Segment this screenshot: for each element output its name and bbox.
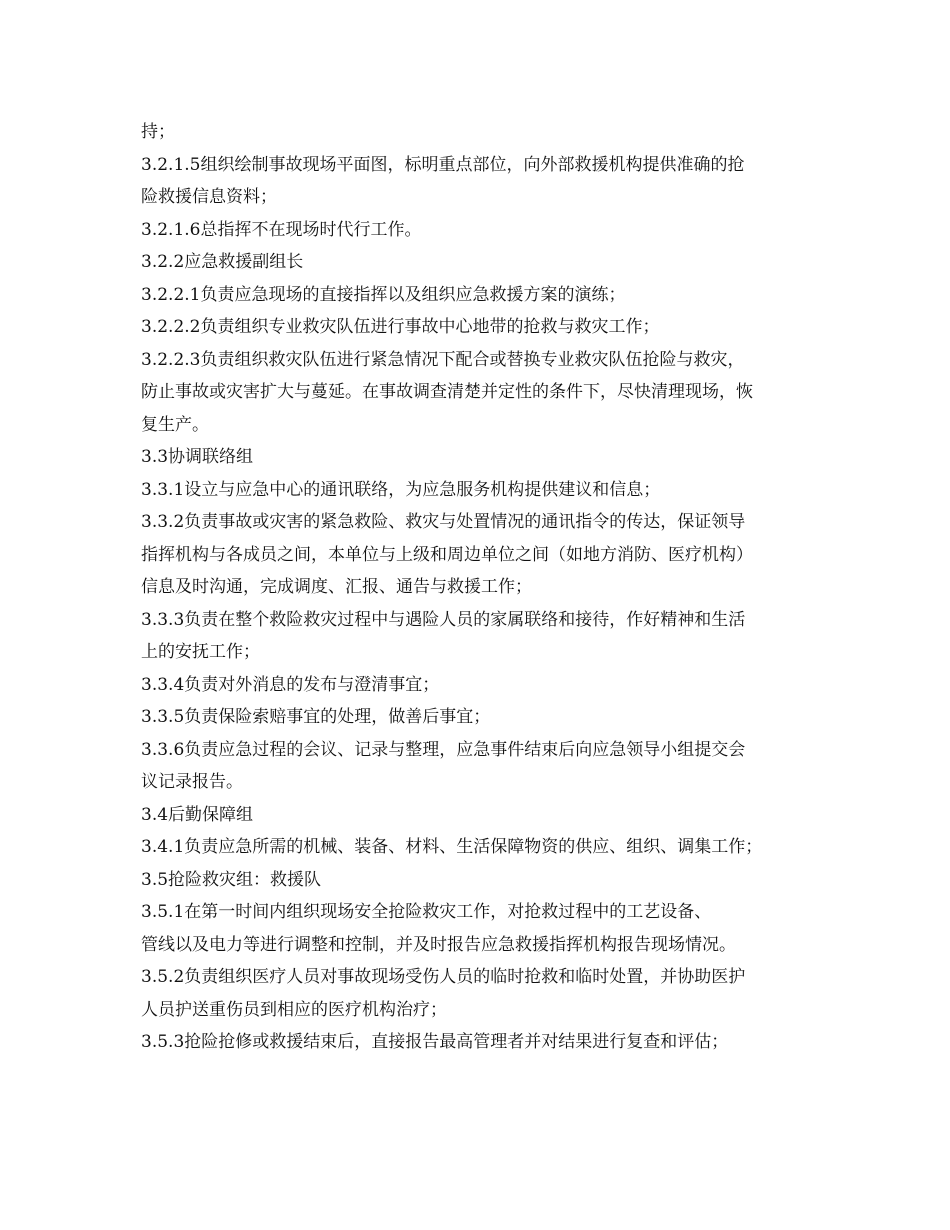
document-body <box>141 116 821 1059</box>
text-line: 3.4.1负责应急所需的机械、装备、材料、生活保障物资的供应、组织、调集工作； <box>141 837 763 857</box>
text-line: 指挥机构与各成员之间，本单位与上级和周边单位之间（如地方消防、医疗机构） <box>141 544 753 565</box>
text-line: 险救援信息资料； <box>141 187 277 207</box>
text-line: 3.5.2负责组织医疗人员对事故现场受伤人员的临时抢救和临时处置，并协助医护 <box>141 967 746 987</box>
text-line: 议记录报告。 <box>141 772 243 792</box>
text-line: 3.5.3抢险抢修或救援结束后，直接报告最高管理者并对结果进行复查和评估； <box>141 1032 729 1052</box>
text-line: 人员护送重伤员到相应的医疗机构治疗； <box>141 999 447 1020</box>
text-line: 3.3.4负责对外消息的发布与澄清事宜； <box>141 674 440 695</box>
text-line: 3.2.1.5组织绘制事故现场平面图，标明重点部位，向外部救援机构提供准确的抢 <box>141 154 745 175</box>
section-heading: 3.2.2应急救援副组长 <box>141 252 304 272</box>
text-line: 3.2.2.3负责组织救灾队伍进行紧急情况下配合或替换专业救灾队伍抢险与救灾， <box>141 349 745 370</box>
text-line: 复生产。 <box>141 414 209 435</box>
text-line: 3.3.5负责保险索赔事宜的处理，做善后事宜； <box>141 707 491 727</box>
text-line: 3.2.1.6总指挥不在现场时代行工作。 <box>141 219 422 240</box>
text-line: 上的安抚工作； <box>141 642 260 662</box>
text-line: 3.3.1设立与应急中心的通讯联络，为应急服务机构提供建议和信息； <box>141 479 661 500</box>
text-line: 信息及时沟通，完成调度、汇报、通告与救援工作； <box>141 577 532 597</box>
text-line: 3.2.2.1负责应急现场的直接指挥以及组织应急救援方案的演练； <box>141 284 626 305</box>
section-heading: 3.5抢险救灾组：救援队 <box>141 869 322 890</box>
text-line: 防止事故或灾害扩大与蔓延。在事故调查清楚并定性的条件下，尽快清理现场，恢 <box>141 382 753 402</box>
text-line: 3.3.3负责在整个救险救灾过程中与遇险人员的家属联络和接待，作好精神和生活 <box>141 609 746 630</box>
text-line: 3.5.1在第一时间内组织现场安全抢险救灾工作，对抢救过程中的工艺设备、 <box>141 902 712 922</box>
text-line: 3.3.6负责应急过程的会议、记录与整理，应急事件结束后向应急领导小组提交会 <box>141 739 746 760</box>
text-line: 3.3.2负责事故或灾害的紧急救险、救灾与处置情况的通讯指令的传达，保证领导 <box>141 512 746 532</box>
section-heading: 3.4后勤保障组 <box>141 804 254 825</box>
text-line: 持； <box>141 122 175 142</box>
text-line: 管线以及电力等进行调整和控制，并及时报告应急救援指挥机构报告现场情况。 <box>141 934 736 955</box>
section-heading: 3.3协调联络组 <box>141 447 254 467</box>
text-line: 3.2.2.2负责组织专业救灾队伍进行事故中心地带的抢救与救灾工作； <box>141 317 660 337</box>
